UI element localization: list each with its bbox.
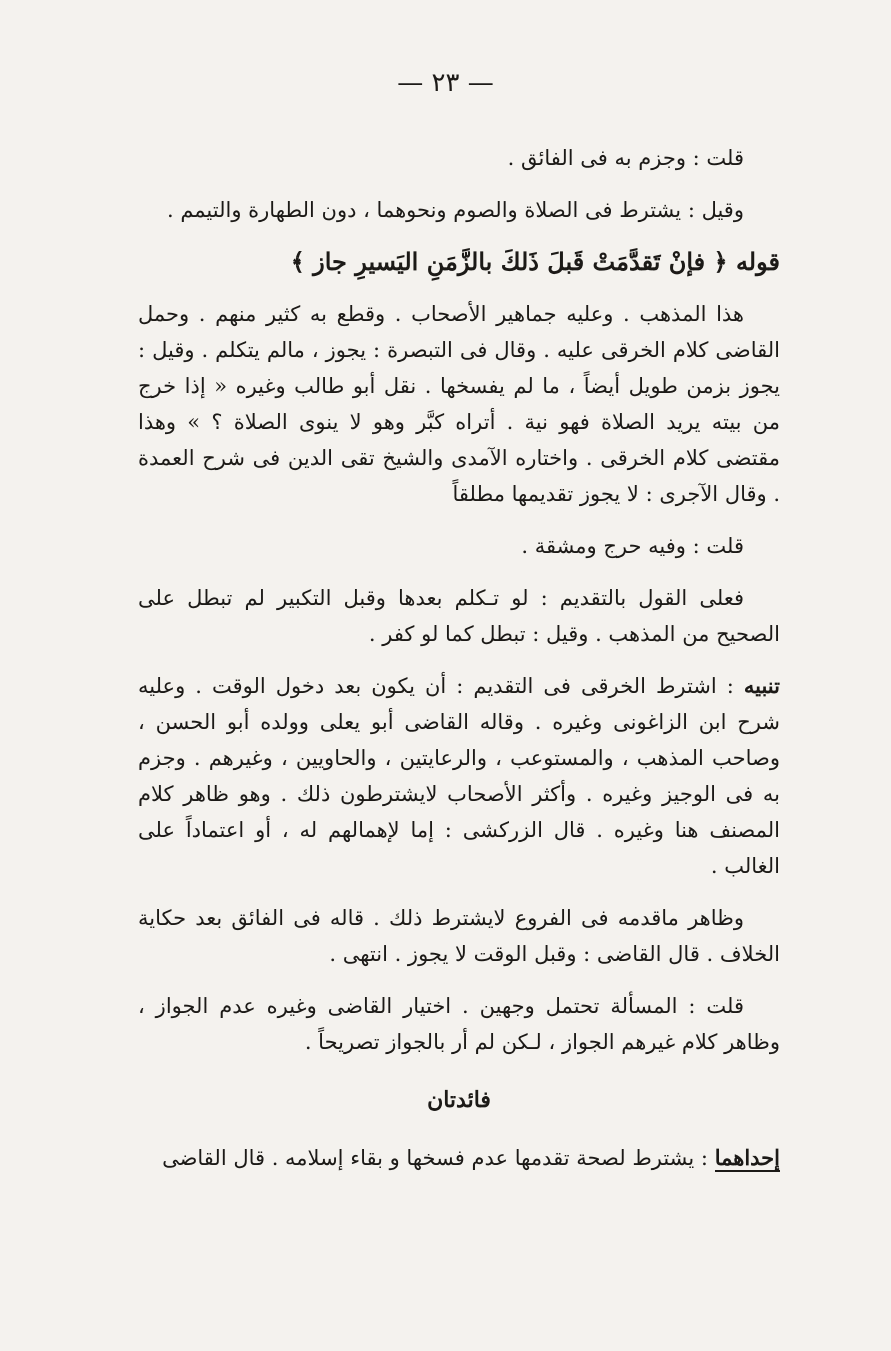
paragraph: وظاهر ماقدمه فى الفروع لايشترط ذلك . قاله فى الفائق بعد حكاية الخلاف . قال القاضى : وقبل الوقت لا يجوز . انتهى .	[138, 906, 780, 966]
paragraph: قلت : وجزم به فى الفائق .	[507, 146, 744, 170]
tanbih-label: تنبيه	[743, 673, 780, 698]
paragraph: فعلى القول بالتقديم : لو تـكلم بعدها وقبل التكبير لم تبطل على الصحيح من المذهب . وقيل : تبطل كما لو كفر .	[138, 586, 780, 646]
body-text	[138, 140, 780, 1192]
first-benefit-text: : يشترط لصحة تقدمها عدم فسخها و بقاء إسلامه . قال القاضى	[162, 1146, 709, 1170]
ihdahuma-label: إحداهما	[714, 1145, 780, 1170]
paragraph: قلت : وفيه حرج ومشقة .	[521, 534, 744, 558]
quoted-text-line	[138, 244, 780, 280]
page-number: — ٢٣ —	[397, 68, 494, 98]
paragraph-first-benefit	[138, 1140, 780, 1176]
quote-label: قوله	[735, 247, 780, 276]
quoted-verse: ﴿ فإنْ تَقدَّمَتْ قَبلَ ذَلكَ بالزَّمَنِ اليَسيرِ جاز ﴾	[290, 247, 728, 276]
tanbih-text: : اشترط الخرقى فى التقديم : أن يكون بعد دخول الوقت . وعليه شرح ابن الزاغونى وغيره . وقاله القاضى أبو يعلى وولده أبو الحسن ، وصاحب المذهب ، والمستوعب ، والرعايتين ، والحاويين ، وغيرهم . وجزم به فى الوجيز وغيره . وأكثر الأصحاب لايشترطون ذلك . وهو ظاهر كلام المصنف هنا وغيره . قال الزركشى : إما لإهمالهم له ، أو اعتماداً على الغالب .	[138, 674, 780, 878]
paragraph-tanbih	[138, 668, 780, 884]
paragraph: هذا المذهب . وعليه جماهير الأصحاب . وقطع به كثير منهم . وحمل القاضى كلام الخرقى عليه . وقال فى التبصرة : يجوز ، مالم يتكلم . وقيل : يجوز بزمن طويل أيضاً ، ما لم يفسخها . نقل أبو طالب وغيره « إذا خرج من بيته يريد الصلاة فهو نية . أتراه كبَّر وهو لا ينوى الصلاة ؟ » وهذا مقتضى كلام الخرقى . واختاره الآمدى والشيخ تقى الدين فى شرح العمدة . وقال الآجرى : لا يجوز تقديمها مطلقاً	[138, 302, 780, 506]
paragraph: وقيل : يشترط فى الصلاة والصوم ونحوهما ، دون الطهارة والتيمم .	[166, 198, 744, 222]
paragraph: قلت : المسألة تحتمل وجهين . اختيار القاضى وغيره عدم الجواز ، وظاهر كلام غيرهم الجواز ، لـكن لم أر بالجواز تصريحاً .	[138, 994, 780, 1054]
section-heading: فائدتان	[427, 1087, 491, 1113]
